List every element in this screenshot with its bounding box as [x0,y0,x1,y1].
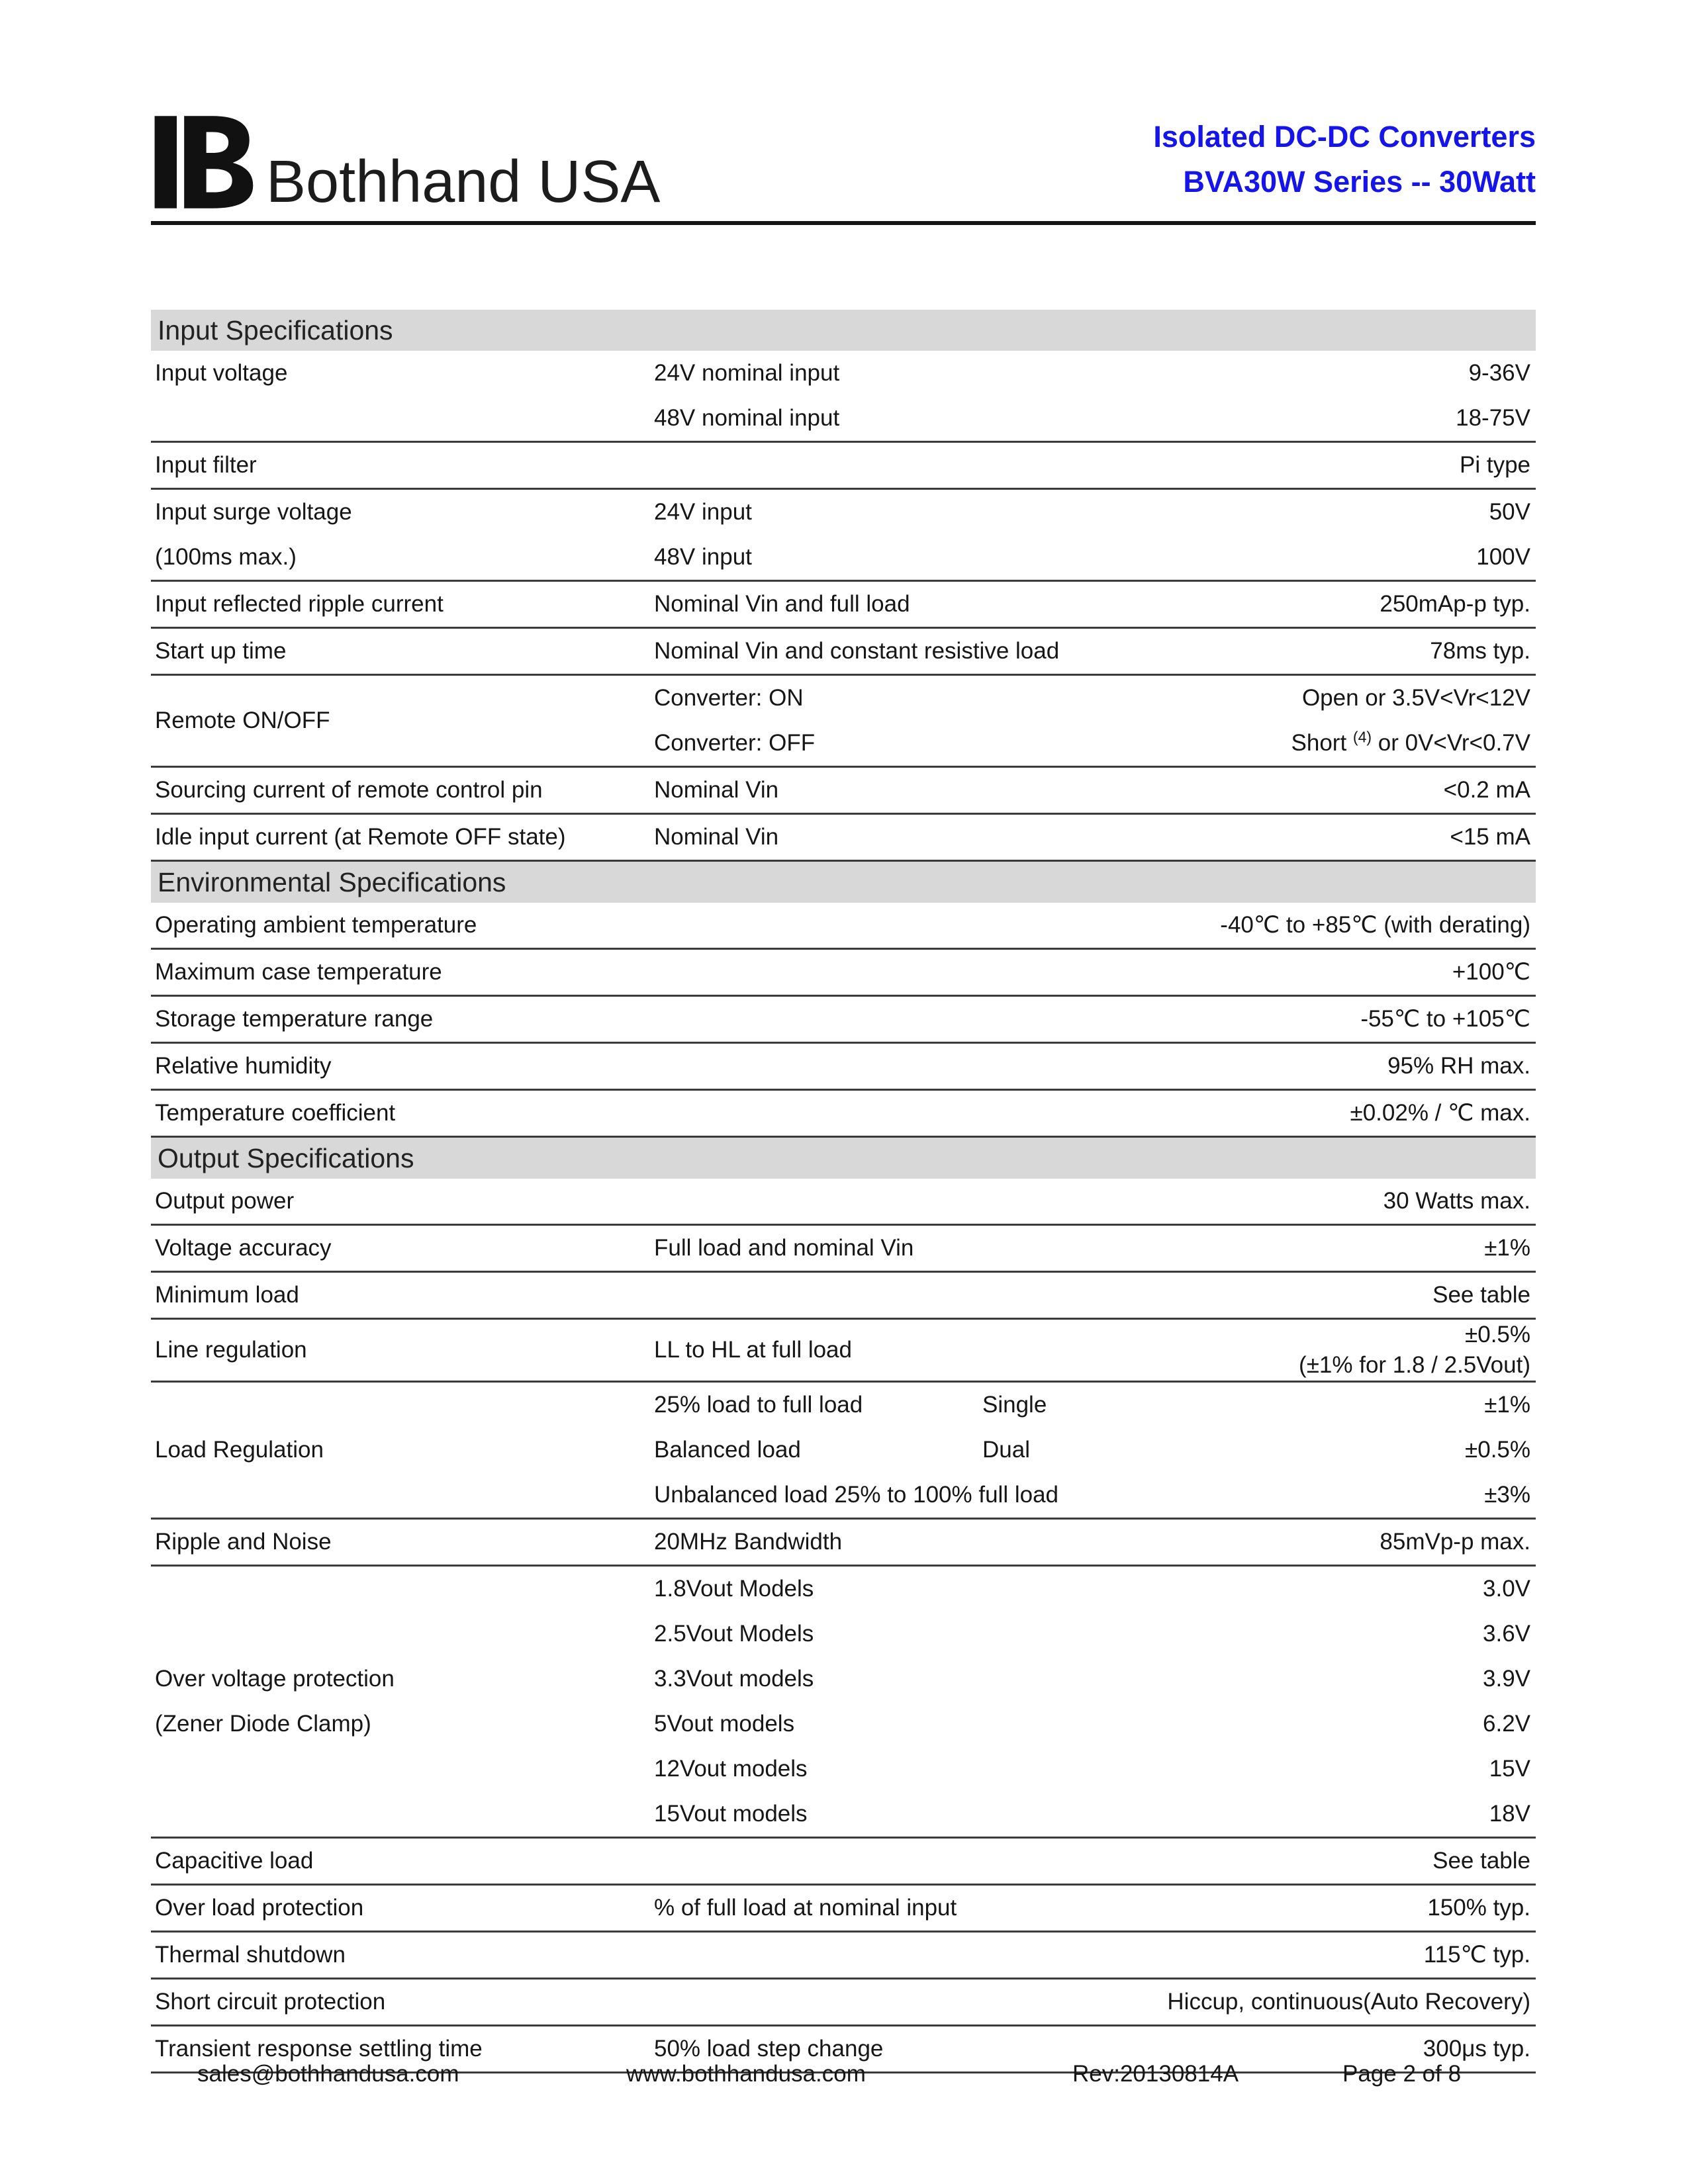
spec-param-line: Thermal shutdown [155,1942,346,1968]
spec-value: -40℃ to +85℃ (with derating) [1220,912,1530,938]
spec-value: See table [1432,1282,1530,1308]
spec-value: 3.9V [1483,1666,1530,1692]
spec-entry [654,1320,1536,1381]
spec-row-idle-input-current-at-remote-off-state [151,815,1536,862]
doc-title [1153,114,1536,210]
spec-condition: 25% load to full load [654,1392,863,1418]
spec-entry [654,1473,1536,1518]
spec-entry [654,1567,1536,1612]
spec-entry [654,1226,1536,1271]
company-name: Bothhand USA [266,148,661,215]
spec-entry [654,903,1536,948]
spec-entries [647,629,1536,674]
spec-entry [654,490,1536,535]
spec-entries [647,1520,1536,1565]
spec-condition: 24V input [654,499,752,525]
spec-entries [647,1273,1536,1318]
spec-condition: 48V nominal input [654,405,840,431]
spec-param [151,768,647,813]
spec-condition: Full load and nominal Vin [654,1235,914,1261]
spec-value: 115℃ typ. [1423,1942,1530,1968]
spec-entry [654,1792,1536,1837]
spec-entries [647,1839,1536,1884]
spec-param [151,1091,647,1136]
spec-param [151,676,647,766]
spec-entry [654,721,1536,766]
page-footer [151,2060,1536,2099]
spec-param-line: Line regulation [155,1337,307,1363]
spec-entry [654,950,1536,995]
spec-entry [654,1383,1536,1428]
spec-param [151,629,647,674]
spec-entries [647,1567,1536,1837]
spec-condition: 1.8Vout Models [654,1576,814,1602]
spec-value: 150% typ. [1427,1895,1530,1921]
spec-param [151,443,647,488]
spec-param [151,1567,647,1837]
spec-entry [654,1273,1536,1318]
spec-param [151,1520,647,1565]
spec-row-remote-on-off [151,676,1536,768]
spec-value: 3.0V [1483,1576,1530,1602]
spec-entry [654,582,1536,627]
spec-row-line-regulation [151,1320,1536,1383]
spec-entries [647,351,1536,441]
spec-entries [647,815,1536,860]
spec-param [151,1383,647,1518]
spec-condition: 3.3Vout models [654,1666,814,1692]
spec-condition: LL to HL at full load [654,1337,852,1363]
spec-entry [654,535,1536,580]
spec-param [151,950,647,995]
spec-row-input-filter [151,443,1536,490]
spec-row-short-circuit-protection [151,1979,1536,2026]
spec-entry [654,629,1536,674]
section-header-output-specifications: Output Specifications [151,1138,1536,1179]
spec-param [151,1933,647,1978]
spec-condition: % of full load at nominal input [654,1895,957,1921]
spec-param-line: Short circuit protection [155,1989,386,2015]
spec-value: +100℃ [1452,959,1530,985]
spec-output-type: Dual [982,1437,1030,1463]
spec-param [151,351,647,441]
spec-param-line: Sourcing current of remote control pin [155,777,543,803]
spec-value: 95% RH max. [1387,1053,1530,1079]
spec-entries [647,676,1536,766]
spec-row-voltage-accuracy [151,1226,1536,1273]
spec-condition: 24V nominal input [654,360,840,386]
spec-row-input-surge-voltage [151,490,1536,582]
spec-param [151,1273,647,1318]
spec-value: 250mAp-p typ. [1380,591,1530,617]
spec-row-input-reflected-ripple-current [151,582,1536,629]
spec-value: 85mVp-p max. [1380,1529,1530,1555]
spec-param [151,1979,647,2025]
spec-row-operating-ambient-temperature [151,903,1536,950]
spec-param [151,1886,647,1931]
spec-entry [654,351,1536,396]
spec-row-over-voltage-protection [151,1567,1536,1839]
spec-param-line: Ripple and Noise [155,1529,332,1555]
spec-param-line: Input filter [155,452,257,478]
spec-condition: 20MHz Bandwidth [654,1529,843,1555]
spec-value: Pi type [1460,452,1530,478]
spec-entries [647,443,1536,488]
spec-entry [654,1702,1536,1747]
spec-value: 300μs typ. [1423,2036,1530,2062]
spec-row-capacitive-load [151,1839,1536,1886]
spec-value: 30 Watts max. [1383,1188,1530,1214]
spec-param-line: Capacitive load [155,1848,314,1874]
spec-entry [654,1091,1536,1136]
spec-param-line: Storage temperature range [155,1006,434,1032]
spec-entry [654,443,1536,488]
spec-condition: Nominal Vin [654,777,779,803]
bothhand-logo-icon [151,114,256,210]
spec-entries [647,1226,1536,1271]
spec-entries [647,1886,1536,1931]
spec-value: ±0.5% (±1% for 1.8 / 2.5Vout) [1299,1322,1530,1378]
spec-value: 9-36V [1468,360,1530,386]
spec-entries [647,1091,1536,1136]
spec-param [151,1179,647,1224]
spec-condition: Converter: ON [654,685,804,711]
spec-entry [654,1179,1536,1224]
section-header-input-specifications: Input Specifications [151,310,1536,351]
spec-value: ±0.02% / ℃ max. [1350,1100,1530,1126]
spec-row-ripple-and-noise [151,1520,1536,1567]
spec-param [151,815,647,860]
header-divider [151,221,1536,225]
section-header-environmental-specifications: Environmental Specifications [151,862,1536,903]
brand-block [151,114,661,215]
footer-website[interactable]: www.bothhandusa.com [626,2061,866,2087]
spec-value: 15V [1489,1756,1530,1782]
spec-row-relative-humidity [151,1044,1536,1091]
spec-condition: Nominal Vin [654,824,779,850]
spec-entry [654,1657,1536,1702]
spec-value: 18V [1489,1801,1530,1827]
spec-param [151,903,647,948]
spec-entry [654,1428,1536,1473]
spec-entries [647,1044,1536,1089]
footnote-ref: (4) [1352,728,1372,746]
spec-param [151,582,647,627]
spec-param-line: Temperature coefficient [155,1100,396,1126]
spec-row-sourcing-current-of-remote-control-pin [151,768,1536,815]
spec-condition: Converter: OFF [654,730,816,756]
spec-param [151,1320,647,1381]
spec-entries [647,997,1536,1042]
spec-value: 78ms typ. [1430,638,1530,664]
spec-condition: 48V input [654,544,752,570]
spec-entries [647,1320,1536,1381]
spec-value: ±1% [1484,1235,1530,1261]
spec-param [151,1226,647,1271]
spec-param-line: Output power [155,1188,295,1214]
footer-revision: Rev:20130814A [1072,2061,1239,2087]
spec-entry [654,1747,1536,1792]
spec-entry [654,396,1536,441]
page-header [151,114,1536,215]
spec-table [151,310,1536,2073]
spec-entry [654,815,1536,860]
doc-title-line1: Isolated DC-DC Converters [1153,120,1536,154]
spec-row-temperature-coefficient [151,1091,1536,1138]
spec-param [151,1839,647,1884]
spec-value: 50V [1489,499,1530,525]
spec-entry [654,1886,1536,1931]
spec-param-line: Remote ON/OFF [155,707,330,733]
spec-entries [647,1179,1536,1224]
spec-param-line: Start up time [155,638,287,664]
spec-entry [654,1520,1536,1565]
spec-value: Open or 3.5V<Vr<12V [1301,685,1530,711]
spec-entry [654,997,1536,1042]
spec-value: 100V [1476,544,1530,570]
spec-row-thermal-shutdown [151,1933,1536,1979]
spec-entries [647,903,1536,948]
spec-value: Hiccup, continuous(Auto Recovery) [1167,1989,1530,2015]
spec-value: 6.2V [1483,1711,1530,1737]
spec-condition: Unbalanced load 25% to 100% full load [654,1482,1058,1508]
spec-entry [654,1979,1536,2025]
spec-entry [654,1933,1536,1978]
spec-row-input-voltage [151,351,1536,443]
spec-value: 18-75V [1456,405,1530,431]
spec-param-line: Idle input current (at Remote OFF state) [155,824,566,850]
spec-entry [654,1612,1536,1657]
spec-param-line: Load Regulation [155,1437,324,1463]
spec-entries [647,1933,1536,1978]
spec-condition: 12Vout models [654,1756,808,1782]
spec-value: -55℃ to +105℃ [1360,1006,1530,1032]
doc-title-line2: BVA30W Series -- 30Watt [1183,164,1536,199]
spec-value: <0.2 mA [1443,777,1530,803]
spec-row-start-up-time [151,629,1536,676]
spec-param-line: Maximum case temperature [155,959,442,985]
spec-param-line: Transient response settling time [155,2036,483,2062]
spec-param-line: Over voltage protection [155,1666,395,1692]
spec-row-output-power [151,1179,1536,1226]
spec-param [151,1044,647,1089]
spec-entries [647,1979,1536,2025]
spec-row-load-regulation [151,1383,1536,1520]
spec-output-type: Single [982,1392,1047,1418]
spec-entries [647,768,1536,813]
spec-row-storage-temperature-range [151,997,1536,1044]
spec-param-line: Input reflected ripple current [155,591,444,617]
spec-condition: Balanced load [654,1437,801,1463]
spec-condition: 5Vout models [654,1711,795,1737]
footer-page-number: Page 2 of 8 [1342,2061,1462,2087]
spec-condition: 2.5Vout Models [654,1621,814,1647]
spec-entry [654,1044,1536,1089]
spec-param [151,490,647,580]
spec-row-over-load-protection [151,1886,1536,1933]
spec-value: ±0.5% [1465,1437,1530,1463]
spec-param-line: Input voltage [155,360,288,386]
spec-param-line: (Zener Diode Clamp) [155,1711,371,1737]
spec-value: <15 mA [1450,824,1530,850]
spec-value: ±3% [1484,1482,1530,1508]
spec-entries [647,582,1536,627]
spec-entries [647,950,1536,995]
spec-value: Short $^{(4)}$ or 0V<Vr<0.7V [1291,728,1530,756]
spec-param [151,997,647,1042]
spec-param-line: Minimum load [155,1282,299,1308]
spec-entry [654,1839,1536,1884]
spec-param-line: (100ms max.) [155,544,297,570]
spec-param-line: Relative humidity [155,1053,332,1079]
spec-param-line: Input surge voltage [155,499,352,525]
spec-entry [654,768,1536,813]
spec-condition: 50% load step change [654,2036,884,2062]
spec-value: ±1% [1484,1392,1530,1418]
spec-param-line: Voltage accuracy [155,1235,332,1261]
spec-condition: Nominal Vin and constant resistive load [654,638,1060,664]
spec-entries [647,490,1536,580]
spec-condition: Nominal Vin and full load [654,591,910,617]
spec-row-maximum-case-temperature [151,950,1536,997]
spec-entries [647,1383,1536,1518]
spec-entry [654,676,1536,721]
spec-row-minimum-load [151,1273,1536,1320]
footer-email[interactable]: sales@bothhandusa.com [197,2061,459,2087]
spec-value: See table [1432,1848,1530,1874]
spec-param-line: Operating ambient temperature [155,912,477,938]
spec-param-line: Over load protection [155,1895,364,1921]
spec-condition: 15Vout models [654,1801,808,1827]
spec-value: 3.6V [1483,1621,1530,1647]
